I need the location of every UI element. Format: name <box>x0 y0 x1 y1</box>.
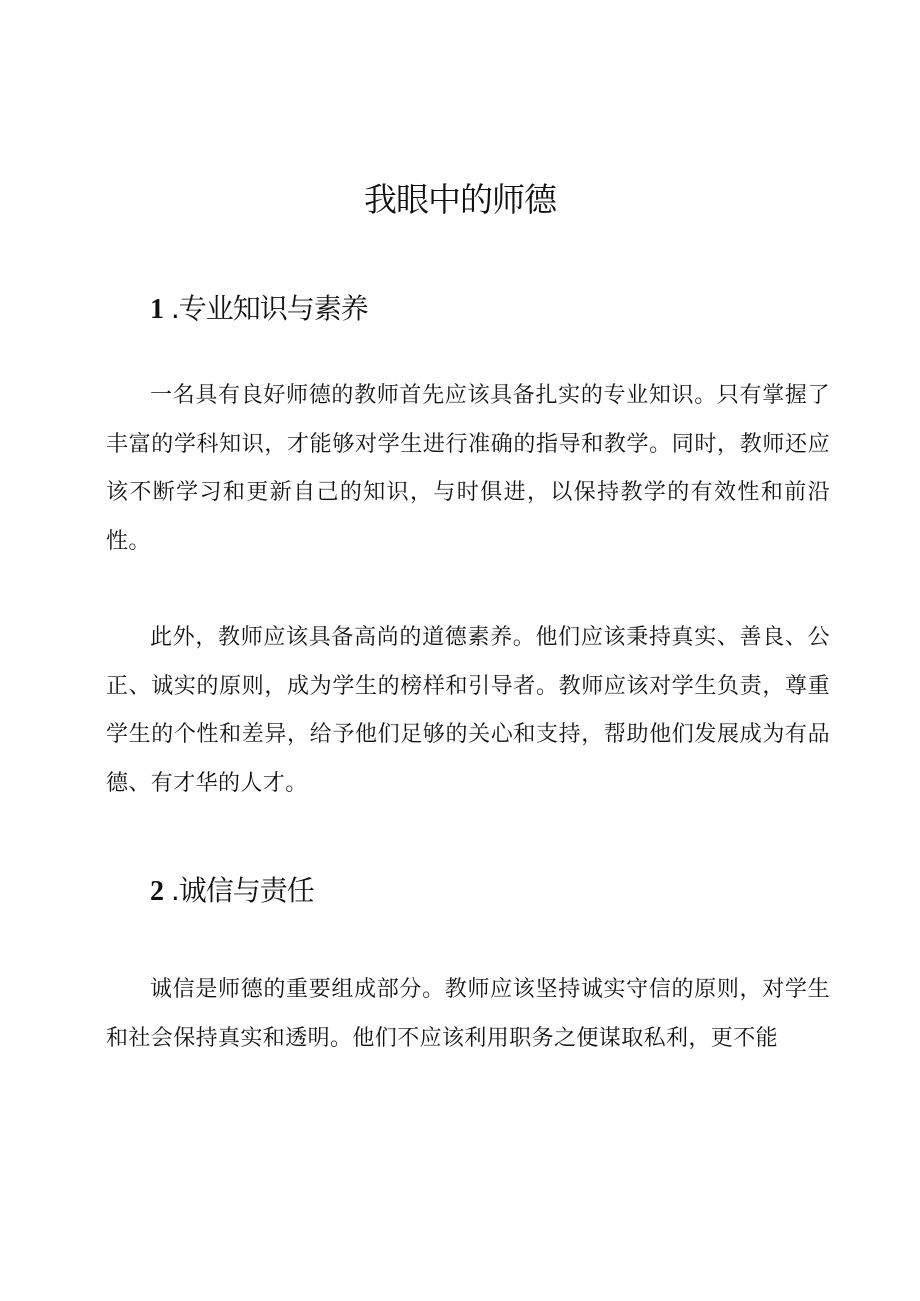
section-1-heading <box>150 289 368 330</box>
section-2-paragraph-1: 诚信是师德的重要组成部分。教师应该坚持诚实守信的原则，对学生和社会保持真实和透明。他们不应该利用职务之便谋取私利，更不能 <box>106 977 830 1051</box>
section-1-paragraph-1: 一名具有良好师德的教师首先应该具备扎实的专业知识。只有掌握了丰富的学科知识，才能够对学生进行准确的指导和教学。同时，教师还应该不断学习和更新自己的知识，与时俱进，以保持教学的有效性和前沿性。 <box>106 383 830 554</box>
section-1-number: 1 <box>150 294 163 325</box>
section-2-title: .诚信与责任 <box>170 874 314 907</box>
section-2-heading <box>150 871 314 912</box>
section-1-title: .专业知识与素养 <box>170 292 368 325</box>
section-1-paragraph-2: 此外，教师应该具备高尚的道德素养。他们应该秉持真实、善良、公正、诚实的原则，成为学生的榜样和引导者。教师应该对学生负责，尊重学生的个性和差异，给予他们足够的关心和支持，帮助他们发展成为有品德、有才华的人才。 <box>106 625 830 796</box>
section-2-number: 2 <box>150 876 163 907</box>
document-title: 我眼中的师德 <box>364 180 556 219</box>
